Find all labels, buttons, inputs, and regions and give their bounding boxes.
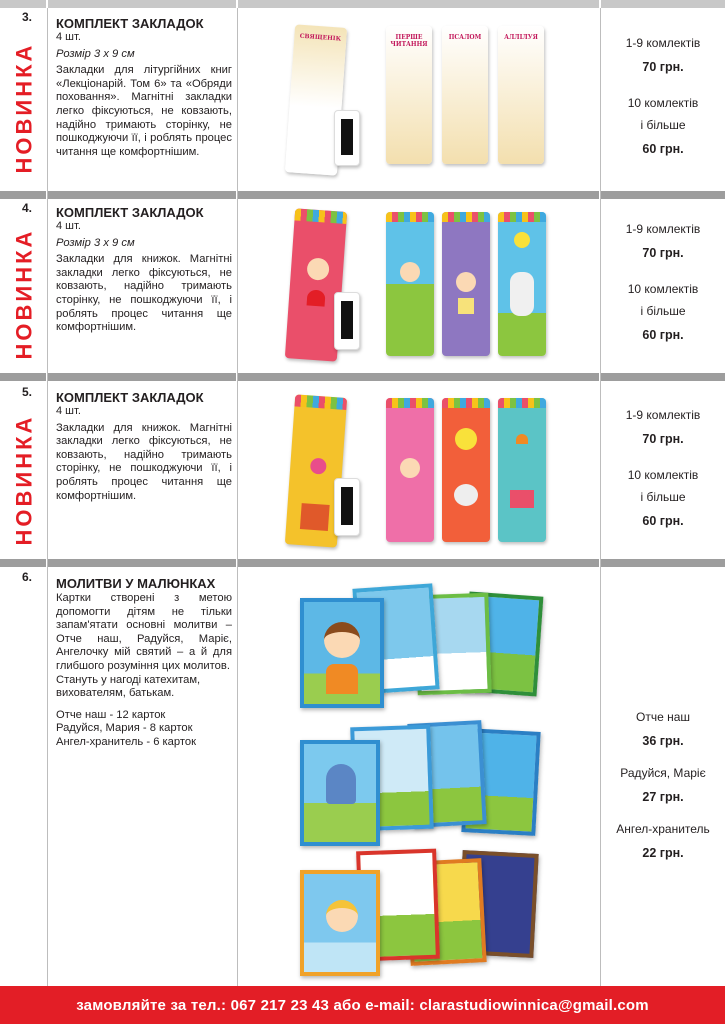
prayer-card — [300, 740, 380, 846]
product-size: Розмір 3 х 9 см — [56, 47, 135, 60]
price-tier1-label: 1-9 комлектів — [625, 36, 701, 50]
bookmark-magnet — [334, 292, 360, 350]
price-tier1-label: 1-9 комлектів — [625, 222, 701, 236]
price-p3-label: Ангел-хранитель — [616, 822, 710, 836]
card-set-item: Радуйся, Мария - 8 карток — [56, 722, 193, 735]
price-p2-value: 27 грн. — [642, 790, 684, 804]
new-badge: НОВИНКА — [11, 414, 36, 546]
price-tier1-value: 70 грн. — [642, 60, 684, 74]
bookmark: ПЕРШЕ ЧИТАННЯ — [386, 26, 432, 164]
bookmark-magnet — [334, 478, 360, 536]
price-p2-label: Радуйся, Маріє — [620, 766, 706, 780]
card-sets-list — [56, 709, 232, 750]
product-image-bookmarks-angels-2 — [282, 392, 562, 552]
price-tier1-value: 70 грн. — [642, 432, 684, 446]
row-divider — [0, 373, 725, 381]
column-divider — [237, 8, 238, 986]
top-divider — [0, 0, 725, 8]
price-block — [601, 408, 725, 528]
bookmark-magnet — [334, 110, 360, 166]
product-image-bookmarks-liturgical — [282, 20, 562, 180]
product-image-bookmarks-angels — [282, 206, 562, 366]
column-divider — [47, 8, 48, 986]
product-qty: 4 шт. — [56, 405, 81, 417]
product-text: Картки створені з метою допомогти дітям не тільки запам'ятати основні молитви – Отче наш, Радуйся, Маріє, Ангелочку мій святий – а й для глибшого розуміння цих молитов. — [56, 592, 232, 672]
item-number: 5. — [22, 385, 33, 399]
price-tier1-value: 70 грн. — [642, 246, 684, 260]
bookmark — [442, 398, 490, 542]
order-contact-footer: замовляйте за тел.: 067 217 23 43 або e-mail: clarastudiowinnica@gmail.com — [0, 986, 725, 1024]
price-p1-label: Отче наш — [635, 710, 691, 724]
price-block — [601, 222, 725, 342]
product-title: КОМПЛЕКТ ЗАКЛАДОК — [56, 390, 204, 405]
prayer-card — [300, 598, 384, 708]
price-block — [601, 36, 725, 156]
product-text: Закладки для книжок. Магнітні закладки легко фіксуються, не ковзають, надійно тримають сторінку, не пошкоджуючи її, і роблять процес читання ще комфортнішим. — [56, 253, 232, 334]
price-tier2-label: 10 комлектів — [627, 96, 699, 110]
product-description — [56, 576, 232, 750]
price-tier2-value: 60 грн. — [642, 328, 684, 342]
price-tier2-label: і більше — [640, 304, 686, 318]
product-title: КОМПЛЕКТ ЗАКЛАДОК — [56, 16, 204, 31]
price-tier2-label: 10 комлектів — [627, 468, 699, 482]
bookmark — [386, 212, 434, 356]
prayer-card — [300, 870, 380, 976]
price-tier2-label: і більше — [640, 118, 686, 132]
product-text: Закладки для книжок. Магнітні закладки легко фіксуються, не ковзають, надійно тримають сторінку, не пошкоджуючи її, і роблять процес читання ще комфортнішим. — [56, 421, 232, 502]
card-set-item: Отче наш - 12 карток — [56, 708, 166, 721]
bookmark: АЛЛІЛУЯ — [498, 26, 544, 164]
price-tier2-label: і більше — [640, 490, 686, 504]
product-description — [56, 205, 232, 335]
product-description — [56, 16, 232, 159]
price-p1-value: 36 грн. — [642, 734, 684, 748]
product-title: МОЛИТВИ У МАЛЮНКАХ — [56, 576, 216, 591]
price-tier2-value: 60 грн. — [642, 514, 684, 528]
price-tier2-value: 60 грн. — [642, 142, 684, 156]
price-tier2-label: 10 комлектів — [627, 282, 699, 296]
new-badge: НОВИНКА — [11, 228, 36, 360]
row-divider — [0, 191, 725, 199]
bookmark: СВЯЩЕНІК — [285, 24, 347, 175]
item-number: 6. — [22, 570, 33, 584]
bookmark — [442, 212, 490, 356]
item-number: 3. — [22, 10, 33, 24]
product-qty: 4 шт. — [56, 220, 81, 232]
bookmark — [386, 398, 434, 542]
product-text-audience: Стануть у нагоді катехитам, вихователям, батькам. — [56, 673, 201, 700]
card-set-item: Ангел-хранитель - 6 карток — [56, 735, 196, 748]
product-description — [56, 390, 232, 503]
row-divider — [0, 559, 725, 567]
bookmark — [498, 212, 546, 356]
product-text: Закладки для літургійних книг «Лекціонарій. Том 6» та «Обряди поховання». Магнітні закладки легко фіксуються, не ковзають, надійно тримають сторінку, не пошкоджуючи її, і роблять процес читання ще комфортнішим. — [56, 64, 232, 158]
item-number: 4. — [22, 201, 33, 215]
price-block — [601, 710, 725, 860]
bookmark: ПСАЛОМ — [442, 26, 488, 164]
bookmark — [498, 398, 546, 542]
product-image-prayer-cards — [296, 580, 542, 980]
price-tier1-label: 1-9 комлектів — [625, 408, 701, 422]
price-p3-value: 22 грн. — [642, 846, 684, 860]
product-qty: 4 шт. — [56, 31, 81, 43]
new-badge: НОВИНКА — [11, 42, 36, 174]
product-size: Розмір 3 х 9 см — [56, 236, 135, 249]
product-title: КОМПЛЕКТ ЗАКЛАДОК — [56, 205, 204, 220]
